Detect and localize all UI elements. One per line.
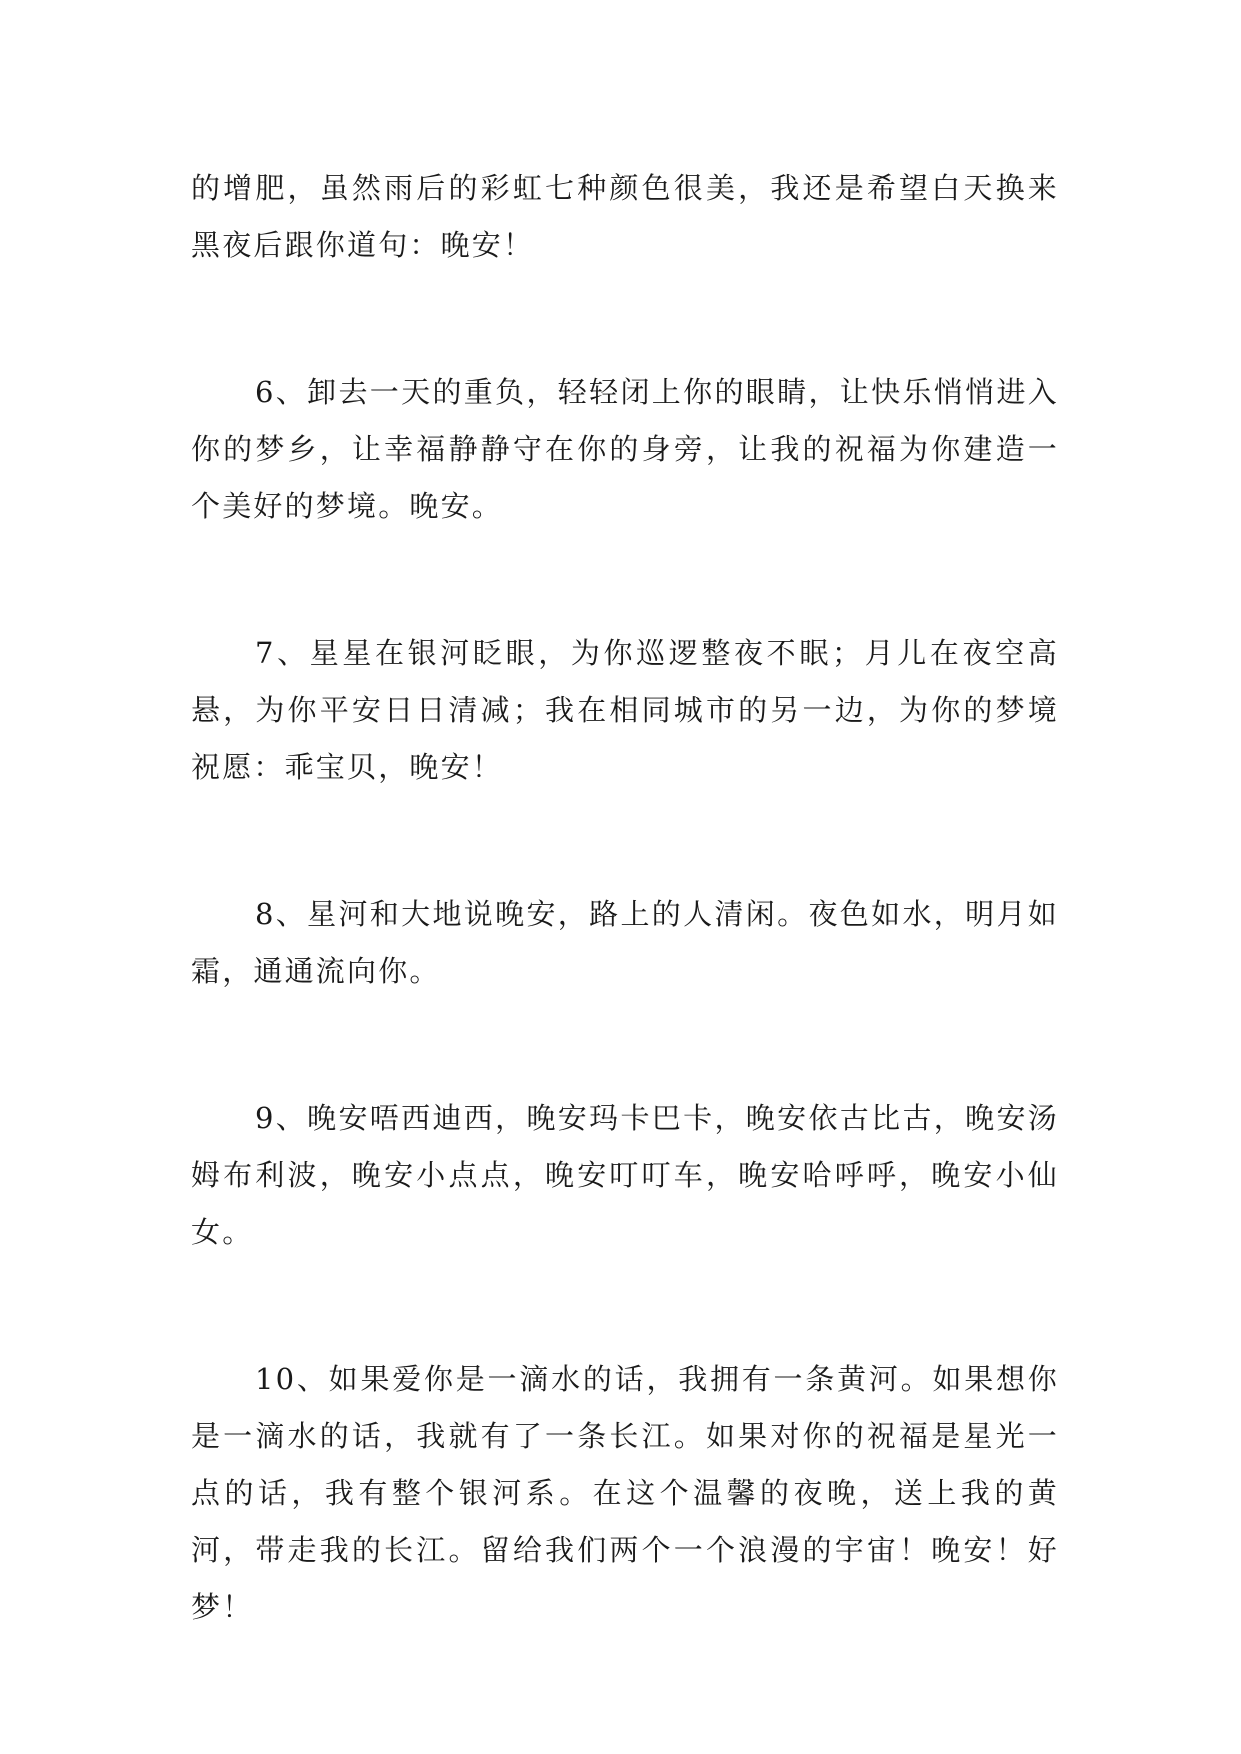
paragraph-gap bbox=[191, 1261, 1059, 1351]
paragraph-item-7: 7、星星在银河眨眼，为你巡逻整夜不眠；月儿在夜空高悬，为你平安日日清减；我在相同城市的另一边，为你的梦境祝愿：乖宝贝，晚安！ bbox=[191, 636, 1059, 784]
paragraph-item-10: 10、如果爱你是一滴水的话，我拥有一条黄河。如果想你是一滴水的话，我就有了一条长江。如果对你的祝福是星光一点的话，我有整个银河系。在这个温馨的夜晚，送上我的黄河，带走我的长江。留给我们两个一个浪漫的宇宙！晚安！好梦！ bbox=[191, 1362, 1059, 1624]
paragraph-item-8: 8、星河和大地说晚安，路上的人清闲。夜色如水，明月如霜，通通流向你。 bbox=[191, 897, 1059, 988]
paragraph-item-6: 6、卸去一天的重负，轻轻闭上你的眼睛，让快乐悄悄进入你的梦乡，让幸福静静守在你的身旁，让我的祝福为你建造一个美好的梦境。晚安。 bbox=[191, 375, 1059, 523]
paragraph-gap bbox=[191, 1000, 1059, 1090]
paragraph-gap bbox=[191, 796, 1059, 886]
paragraph-gap bbox=[191, 535, 1059, 625]
paragraph-item-9: 9、晚安唔西迪西，晚安玛卡巴卡，晚安依古比古，晚安汤姆布利波，晚安小点点，晚安叮叮车，晚安哈呼呼，晚安小仙女。 bbox=[191, 1101, 1059, 1249]
paragraph-continuation: 的增肥，虽然雨后的彩虹七种颜色很美，我还是希望白天换来黑夜后跟你道句：晚安！ bbox=[191, 171, 1059, 262]
document-body bbox=[191, 160, 1059, 1636]
paragraph-gap bbox=[191, 274, 1059, 364]
